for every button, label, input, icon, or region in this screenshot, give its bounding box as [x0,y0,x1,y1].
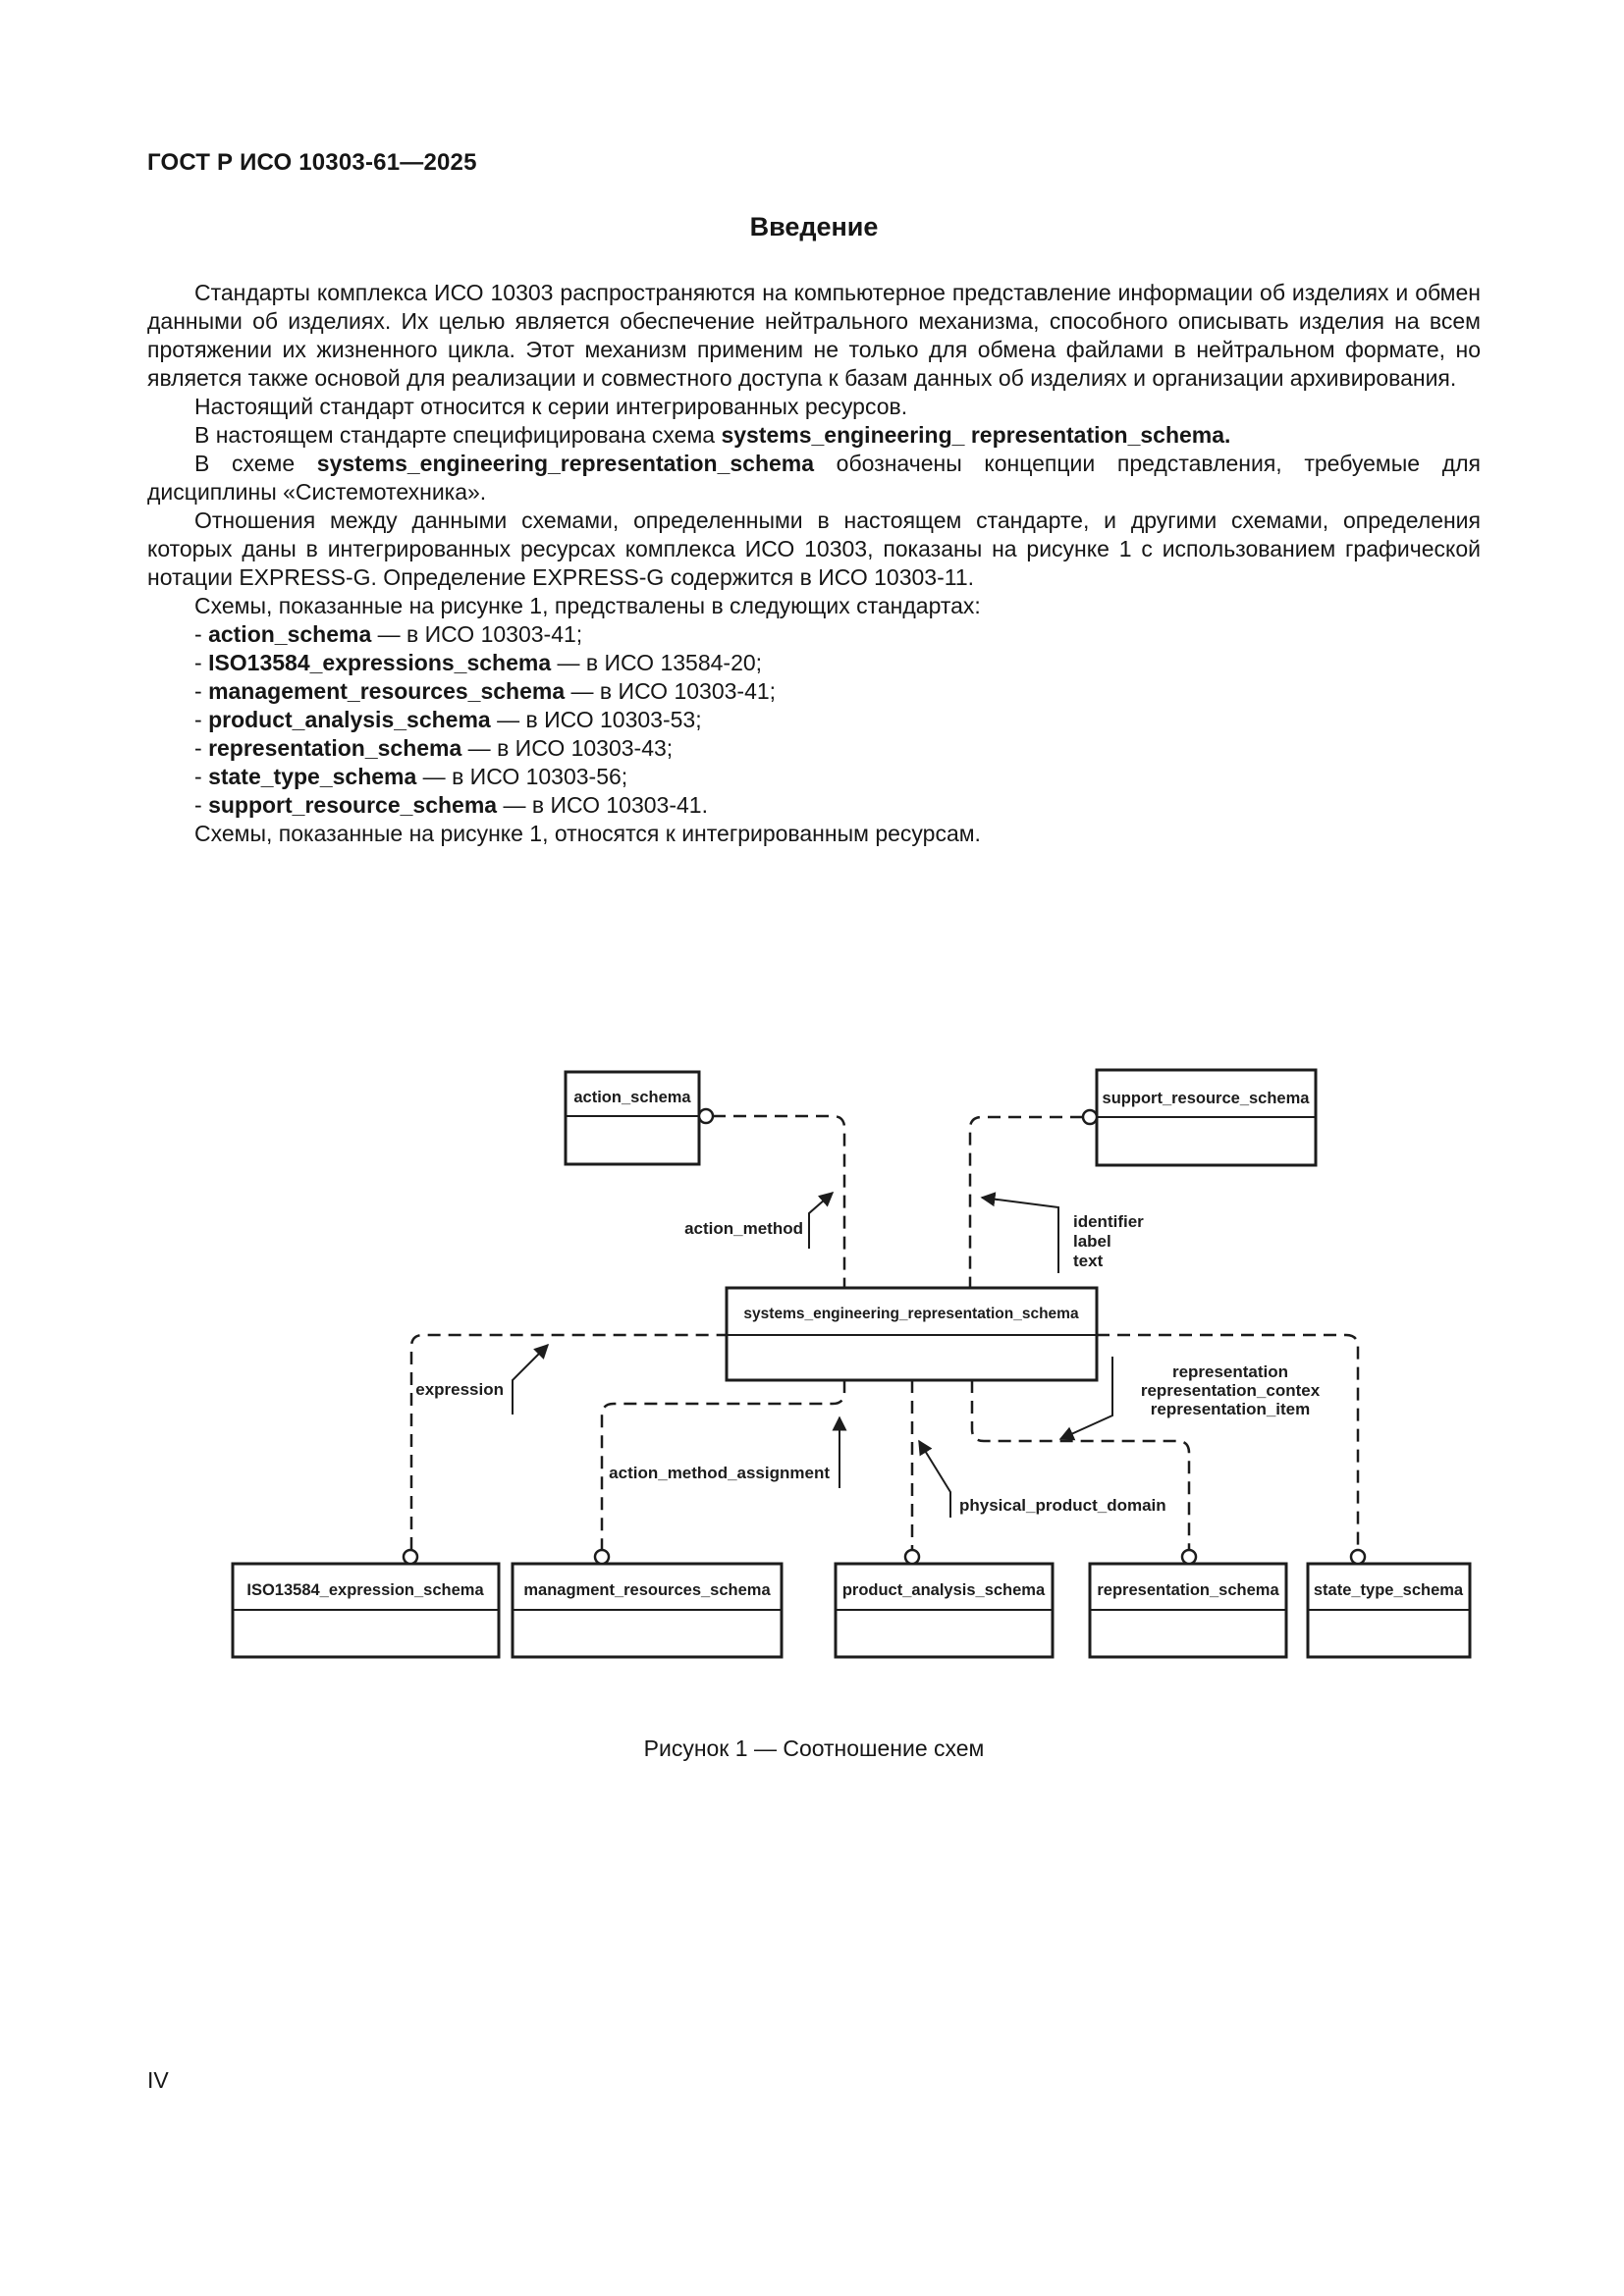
list-bullet: - [194,678,202,704]
edge-label-representation-item: representation_item [1150,1400,1311,1418]
state-type-schema-label: state_type_schema [1313,1581,1464,1599]
standard-reference: — в ИСО 10303-56; [416,764,628,789]
standard-reference: — в ИСО 10303-43; [461,735,674,761]
representation-schema-box [1090,1564,1286,1657]
leader-expression [513,1345,548,1415]
list-item [147,791,1481,820]
paragraph-scope: Стандарты комплекса ИСО 10303 распространяются на компьютерное представление информации об изделиях и обмен данными об изделиях. Их целью является обеспечение нейтрального механизма, способного описывать изделия на всем протяжении их жизненного цикла. Этот механизм применим не только для обмена файлами в нейтральном формате, но является также основой для реализации и совместного доступа к базам данных об изделиях и организации архивирования. [147,280,1481,391]
action-schema-label: action_schema [573,1089,691,1106]
support-resource-schema-label: support_resource_schema [1102,1090,1310,1107]
port-circle-iso13584 [404,1550,417,1564]
paragraph-schema-specified-text: В настоящем стандарте специфицирована схема [194,422,722,448]
edge-label-representation-contex: representation_contex [1140,1381,1321,1400]
edge-label-text: text [1073,1252,1104,1270]
connector-action-method [713,1116,844,1288]
schema-name-bold: management_resources_schema [208,678,566,704]
port-circle-representation [1182,1550,1196,1564]
management-schema-label: managment_resources_schema [523,1581,771,1599]
connector-expression-left [411,1335,727,1550]
figure-1-caption: Рисунок 1 — Соотношение схем [643,1735,985,1761]
product-analysis-schema-label: product_analysis_schema [841,1581,1046,1599]
central-schema-box [727,1288,1097,1380]
iso13584-expression-schema-box [233,1564,499,1657]
list-item [147,677,1481,706]
leader-identifier [982,1198,1058,1273]
list-bullet: - [194,621,202,647]
iso13584-schema-label: ISO13584_expression_schema [246,1581,484,1599]
list-item [147,649,1481,677]
edge-label-action-method: action_method [684,1219,803,1238]
schema-name-bold: state_type_schema [208,764,417,789]
leader-action-method [809,1193,833,1249]
support-resource-schema-box [1097,1070,1316,1165]
list-item [147,620,1481,649]
standard-reference: — в ИСО 13584-20; [551,650,763,675]
list-bullet: - [194,735,202,761]
port-circle-support [1083,1110,1097,1124]
standard-reference: — в ИСО 10303-41. [497,792,708,818]
paragraph-schemas-listed-in: Схемы, показанные на рисунке 1, предствалены в следующих стандартах: [194,593,981,618]
standard-reference: — в ИСО 10303-41; [371,621,583,647]
schema-name-bold: systems_engineering_ representation_schema. [721,422,1231,448]
edge-label-identifier: identifier [1073,1212,1144,1231]
list-item [147,734,1481,763]
list-bullet: - [194,707,202,732]
edge-label-expression: expression [415,1380,504,1399]
paragraph-integrated-resources: Настоящий стандарт относится к серии интегрированных ресурсов. [194,394,908,419]
edge-label-label: label [1073,1232,1111,1251]
list-item [147,706,1481,734]
paragraph-schema-concepts-before: В схеме [194,451,317,476]
introduction-body [147,279,1481,848]
edge-label-representation: representation [1171,1362,1289,1381]
edge-label-physical-product-domain: physical_product_domain [959,1496,1166,1515]
paragraph-integrated-note: Схемы, показанные на рисунке 1, относятся к интегрированным ресурсам. [194,821,981,846]
port-circle-management [595,1550,609,1564]
document-standard-number: ГОСТ Р ИСО 10303-61—2025 [147,149,477,176]
port-circle-product [905,1550,919,1564]
list-bullet: - [194,650,202,675]
action-schema-box-frame [566,1072,699,1164]
schema-name-bold: ISO13584_expressions_schema [208,650,552,675]
section-title-introduction: Введение [749,212,879,241]
list-bullet: - [194,764,202,789]
paragraph-schema-concepts-after: обозначены концепции представления, требуемые для дисциплины «Системотехника». [147,451,1481,505]
central-schema-label: systems_engineering_representation_schema [743,1306,1079,1322]
product-analysis-schema-box [836,1564,1053,1657]
representation-schema-label: representation_schema [1097,1581,1279,1599]
port-circle-action [699,1109,713,1123]
port-circle-state [1351,1550,1365,1564]
management-resources-schema-box [513,1564,782,1657]
page-number: IV [147,2067,169,2093]
paragraph-schema-concepts [147,450,1481,507]
list-bullet: - [194,792,202,818]
schema-name-bold: action_schema [208,621,372,647]
paragraph-relations-express-g: Отношения между данными схемами, определенными в настоящем стандарте, и другими схемами, определения которых даны в интегрированных ресурсах комплекса ИСО 10303, показаны на рисунке 1 с использованием графической нотации EXPRESS-G. Определение EXPRESS-G содержится в ИСО 10303-11. [147,507,1481,590]
schema-name-bold: product_analysis_schema [208,707,491,732]
standard-reference: — в ИСО 10303-53; [490,707,702,732]
edge-label-action-method-assignment: action_method_assignment [609,1464,830,1482]
list-item [147,763,1481,791]
action-schema-box [566,1072,699,1164]
leader-physical-product-domain [919,1441,950,1518]
schema-name-bold: representation_schema [208,735,462,761]
schema-name-bold: support_resource_schema [208,792,498,818]
paragraph-schema-specified [147,421,1481,450]
state-type-schema-box [1308,1564,1470,1657]
standard-reference: — в ИСО 10303-41; [565,678,777,704]
schema-name-bold: systems_engineering_representation_schema [316,451,815,476]
figure-1-schema-diagram [147,1060,1483,1693]
